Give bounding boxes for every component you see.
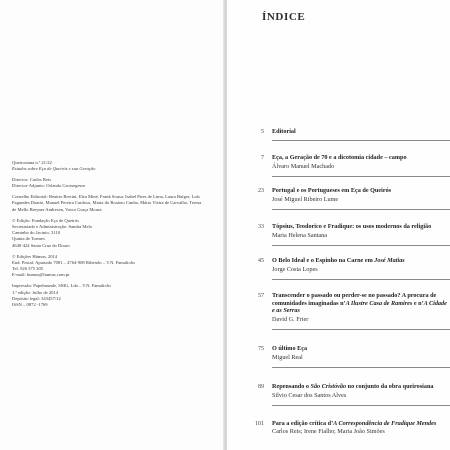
editorial-board <box>12 194 220 213</box>
toc-page-number: 33 <box>258 224 264 230</box>
toc-page-number: 57 <box>258 293 264 299</box>
publisher-line: End. Postal: Apartado 7081 – 4764-908 Ribeirão – V.N. Famalicão <box>12 259 135 265</box>
toc-title: Eça, a Geração de 70 e a dicotomia cidade – campo <box>272 154 407 161</box>
toc-author: David G. Frier <box>272 316 309 323</box>
toc-page-number: 101 <box>255 421 264 427</box>
toc-rule <box>272 329 450 330</box>
toc-page-number: 75 <box>258 346 264 352</box>
foundation-line: Caminho do Jacinto, 3110 <box>12 230 61 236</box>
printing-block <box>12 283 220 308</box>
toc-title: O Belo Ideal e o Espinho na Carne em José Matias <box>272 257 405 264</box>
toc-page-number: 45 <box>258 258 264 264</box>
issue-line: Queirosiana n.º 21/22 <box>12 160 52 165</box>
toc-author: Maria Helena Santana <box>272 232 327 239</box>
board-line: Fagundes Duarte, Manuel Pereira Cardoso, Maria do Rosário Cunha, Mário Vieira de Carvalho, Teresa <box>12 200 202 206</box>
toc-title: Transcender o passado ou perder-se no passado? A procura de comunidades imaginadas n’A Ilustre Casa de Ramires e n’A Cidade e as Serras <box>272 292 447 315</box>
toc-page-number: 5 <box>261 129 264 135</box>
toc-author: Jorge Costa Lopes <box>272 266 318 273</box>
foundation-line: 4640-424 Santa Cruz do Douro <box>12 242 70 248</box>
publisher-block <box>12 254 220 279</box>
publisher-line: E-mail: humus@humus.com.pt <box>12 272 70 278</box>
foundation-line: Quinta de Tormes <box>12 236 45 242</box>
board-line: Conselho Editorial: Beatriz Berrini, Elza Miné, Frank Sousa, Isabel Pires de Lima, Laura Bulger, Luís <box>12 194 200 200</box>
toc-rule <box>272 279 450 280</box>
toc-author: Álvaro Manuel Machado <box>272 163 335 170</box>
director-line: Director: Carlos Reis <box>12 177 52 183</box>
toc-author: Miguel Real <box>272 354 303 361</box>
printing-line: Depósito legal: 343457/12 <box>12 295 61 301</box>
colophon-page <box>0 0 224 450</box>
toc-rule <box>272 140 450 141</box>
board-line: de Mello Breyner Andresen, Vasco Graça Moura <box>12 206 102 212</box>
toc-rule <box>272 209 450 210</box>
foundation-block <box>12 218 220 249</box>
publisher-line: © Edições Húmus, 2014 <box>12 253 58 259</box>
toc-page-number: 89 <box>258 384 264 390</box>
printing-line: 1.ª edição: Julho de 2014 <box>12 289 59 295</box>
toc-title: Portugal e os Portugueses em Eça de Queirós <box>272 187 392 194</box>
colophon <box>12 160 220 313</box>
toc-author: Silvio Cesar dos Santos Alves <box>272 392 347 399</box>
toc-author: José Miguel Ribeiro Lume <box>272 196 339 203</box>
toc-title: Editorial <box>272 128 296 135</box>
publisher-line: Tel. 926 375 305 <box>12 266 44 272</box>
toc-rule <box>272 245 450 246</box>
index-heading: ÍNDICE <box>262 11 306 23</box>
toc-page-number: 23 <box>258 188 264 194</box>
printing-line: Impressão: Papelmunde, SMG, Lda – V.N. Famalicão <box>12 283 111 289</box>
toc-rule <box>272 176 450 177</box>
toc-rule <box>272 405 450 406</box>
toc-title: Para a edição crítica d’A Correspondência de Fradique Mendes <box>272 420 437 427</box>
printing-line: ISSN – 0872 -1769 <box>12 302 48 308</box>
toc-author: Carlos Reis; Irene Fialho; Maria João Simões <box>272 428 385 435</box>
foundation-line: © Edição: Fundação Eça de Queirós <box>12 217 79 223</box>
toc-title: Tópsius, Teodorico e Fradique: os usos modernos da religião <box>272 223 432 230</box>
foundation-line: Secretariado e Administração: Sandra Melo <box>12 223 93 229</box>
journal-subtitle: Estudos sobre Eça de Queirós e sua Geração <box>12 166 96 172</box>
toc-page-number: 7 <box>261 155 264 161</box>
toc-rule <box>272 367 450 368</box>
deputy-director-line: Director-Adjunto: Orlando Grossegesse <box>12 183 86 189</box>
toc-title: Repensando o São Cristóvão no conjunto da obra queirosiana <box>272 383 434 390</box>
toc-title: O último Eça <box>272 345 308 352</box>
